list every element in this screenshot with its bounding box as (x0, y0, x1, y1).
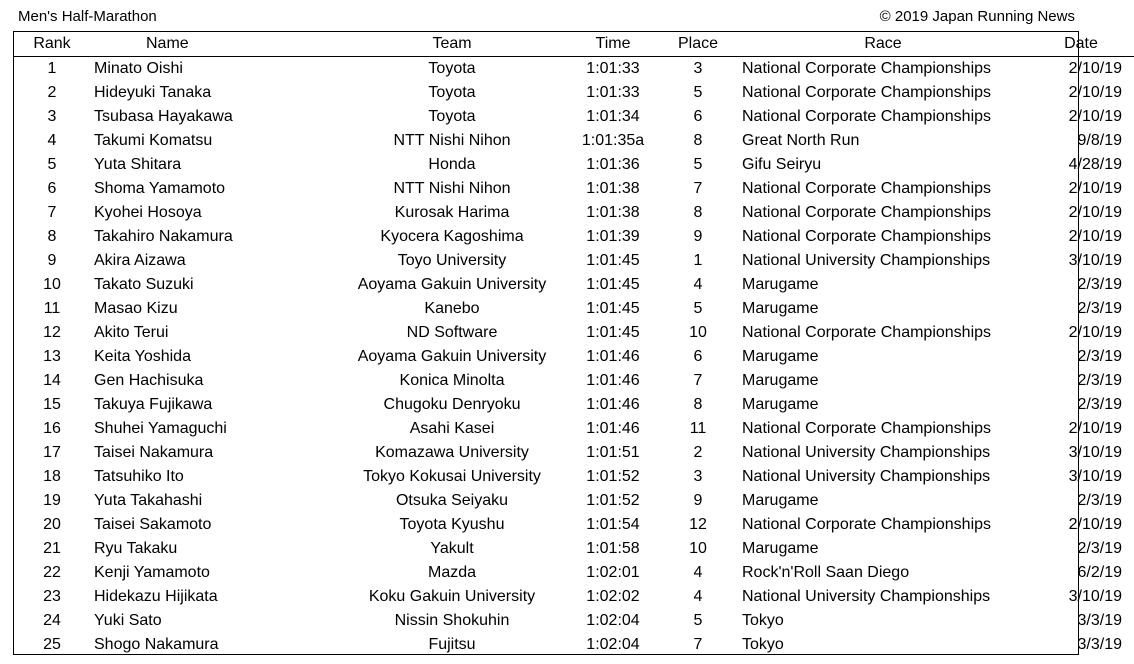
cell-team: NTT Nishi Nihon (393, 179, 511, 197)
cell-date: 2/10/19 (1068, 107, 1122, 125)
cell-time: 1:01:52 (586, 491, 640, 509)
cell-name: Hidekazu Hijikata (94, 587, 218, 605)
cell-name: Takuya Fujikawa (94, 395, 213, 413)
cell-race: Marugame (742, 539, 819, 557)
cell-race: Marugame (742, 275, 819, 293)
column-header-date: Date (1028, 32, 1134, 56)
table-row (14, 273, 1134, 297)
table-row (14, 345, 1134, 369)
cell-team: Mazda (427, 563, 477, 581)
cell-date: 2/3/19 (1077, 347, 1122, 365)
cell-time: 1:02:02 (586, 587, 640, 605)
cell-team: Otsuka Seiyaku (395, 491, 509, 509)
cell-place: 1 (693, 251, 703, 269)
cell-date: 2/10/19 (1068, 515, 1122, 533)
cell-name: Takato Suzuki (94, 275, 194, 293)
cell-race: National Corporate Championships (742, 419, 992, 437)
cell-team: Kyocera Kagoshima (380, 227, 524, 245)
cell-date: 6/2/19 (1077, 563, 1122, 581)
cell-place: 7 (693, 635, 703, 653)
cell-team: Komazawa University (375, 443, 529, 461)
cell-race: Great North Run (742, 131, 860, 149)
cell-place: 3 (693, 59, 703, 77)
cell-date: 3/3/19 (1077, 611, 1122, 629)
table-row (14, 561, 1134, 585)
cell-rank: 11 (43, 299, 61, 317)
cell-rank: 5 (47, 155, 57, 173)
cell-rank: 15 (43, 395, 61, 413)
cell-date: 2/10/19 (1068, 59, 1122, 77)
cell-time: 1:01:45 (586, 251, 640, 269)
cell-team: NTT Nishi Nihon (393, 131, 511, 149)
column-header-name: Name (90, 32, 336, 56)
cell-time: 1:01:46 (586, 371, 640, 389)
cell-rank: 20 (43, 515, 61, 533)
cell-team: Tokyo Kokusai University (363, 467, 541, 485)
table-header (14, 32, 1134, 56)
header-row (14, 32, 1134, 56)
cell-rank: 16 (43, 419, 61, 437)
cell-race: Rock'n'Roll Saan Diego (742, 563, 910, 581)
cell-team: Aoyama Gakuin University (357, 275, 547, 293)
table-row (14, 369, 1134, 393)
copyright-notice: © 2019 Japan Running News (879, 8, 1075, 25)
cell-time: 1:01:46 (586, 395, 640, 413)
cell-place: 5 (693, 299, 703, 317)
cell-rank: 9 (47, 251, 57, 269)
cell-date: 3/10/19 (1068, 467, 1122, 485)
cell-place: 8 (693, 131, 703, 149)
cell-team: Toyota (428, 83, 476, 101)
cell-race: Marugame (742, 299, 819, 317)
cell-time: 1:01:39 (586, 227, 640, 245)
cell-date: 2/10/19 (1068, 227, 1122, 245)
cell-time: 1:01:36 (586, 155, 640, 173)
cell-time: 1:01:45 (586, 275, 640, 293)
cell-time: 1:01:45 (586, 323, 640, 341)
cell-date: 2/10/19 (1068, 179, 1122, 197)
cell-name: Yuki Sato (94, 611, 162, 629)
table-row (14, 537, 1134, 561)
cell-team: Honda (428, 155, 476, 173)
cell-place: 9 (693, 227, 703, 245)
results-table (14, 32, 1134, 657)
column-header-race: Race (738, 32, 1028, 56)
cell-name: Hideyuki Tanaka (94, 83, 212, 101)
cell-time: 1:01:54 (586, 515, 640, 533)
cell-place: 6 (693, 347, 703, 365)
table-row (14, 105, 1134, 129)
cell-rank: 13 (43, 347, 61, 365)
cell-name: Kyohei Hosoya (94, 203, 202, 221)
cell-date: 3/10/19 (1068, 443, 1122, 461)
cell-team: Kanebo (424, 299, 480, 317)
cell-place: 4 (693, 275, 703, 293)
cell-rank: 25 (43, 635, 61, 653)
cell-time: 1:01:33 (586, 83, 640, 101)
cell-race: National Corporate Championships (742, 59, 992, 77)
cell-date: 2/10/19 (1068, 323, 1122, 341)
table-row (14, 513, 1134, 537)
cell-race: Tokyo (742, 635, 784, 653)
cell-team: Koku Gakuin University (368, 587, 536, 605)
cell-date: 4/28/19 (1068, 155, 1122, 173)
cell-race: National Corporate Championships (742, 83, 992, 101)
cell-date: 2/3/19 (1077, 371, 1122, 389)
cell-rank: 4 (47, 131, 57, 149)
cell-time: 1:01:52 (586, 467, 640, 485)
cell-date: 2/3/19 (1077, 491, 1122, 509)
table-row (14, 441, 1134, 465)
cell-place: 3 (693, 467, 703, 485)
cell-place: 5 (693, 155, 703, 173)
table-row (14, 489, 1134, 513)
cell-date: 2/10/19 (1068, 203, 1122, 221)
cell-rank: 23 (43, 587, 61, 605)
cell-team: Toyota Kyushu (399, 515, 505, 533)
cell-time: 1:01:51 (586, 443, 640, 461)
cell-race: National Corporate Championships (742, 515, 992, 533)
cell-team: Chugoku Denryoku (383, 395, 521, 413)
table-row (14, 321, 1134, 345)
cell-name: Takumi Komatsu (94, 131, 213, 149)
cell-time: 1:01:38 (586, 203, 640, 221)
cell-team: Toyota (428, 107, 476, 125)
cell-name: Masao Kizu (94, 299, 178, 317)
page-title: Men's Half-Marathon (18, 8, 157, 25)
cell-rank: 7 (47, 203, 57, 221)
cell-time: 1:02:01 (586, 563, 640, 581)
table-row (14, 609, 1134, 633)
cell-name: Tatsuhiko Ito (94, 467, 184, 485)
cell-name: Takahiro Nakamura (94, 227, 233, 245)
cell-name: Tsubasa Hayakawa (94, 107, 233, 125)
cell-rank: 19 (43, 491, 61, 509)
cell-name: Shuhei Yamaguchi (94, 419, 227, 437)
cell-time: 1:01:34 (586, 107, 640, 125)
column-header-rank: Rank (14, 32, 90, 56)
cell-name: Yuta Takahashi (94, 491, 203, 509)
cell-place: 12 (689, 515, 707, 533)
table-row (14, 225, 1134, 249)
cell-place: 7 (693, 371, 703, 389)
table-row (14, 393, 1134, 417)
cell-team: ND Software (406, 323, 498, 341)
table-row (14, 297, 1134, 321)
cell-place: 7 (693, 179, 703, 197)
cell-place: 10 (689, 539, 707, 557)
cell-rank: 3 (47, 107, 57, 125)
table-row (14, 249, 1134, 273)
cell-date: 9/8/19 (1077, 131, 1122, 149)
cell-race: National Corporate Championships (742, 323, 992, 341)
cell-place: 4 (693, 563, 703, 581)
cell-team: Konica Minolta (399, 371, 505, 389)
cell-time: 1:01:33 (586, 59, 640, 77)
cell-date: 3/3/19 (1077, 635, 1122, 653)
cell-place: 9 (693, 491, 703, 509)
cell-name: Taisei Sakamoto (94, 515, 212, 533)
cell-rank: 2 (47, 83, 57, 101)
cell-place: 11 (689, 419, 707, 437)
cell-date: 2/3/19 (1077, 299, 1122, 317)
cell-place: 10 (689, 323, 707, 341)
cell-team: Fujitsu (428, 635, 476, 653)
cell-name: Taisei Nakamura (94, 443, 214, 461)
cell-race: National University Championships (742, 251, 991, 269)
table-row (14, 201, 1134, 225)
cell-date: 3/10/19 (1068, 587, 1122, 605)
cell-place: 8 (693, 395, 703, 413)
cell-time: 1:02:04 (586, 635, 640, 653)
cell-team: Nissin Shokuhin (394, 611, 510, 629)
cell-place: 4 (693, 587, 703, 605)
cell-place: 5 (693, 611, 703, 629)
cell-team: Aoyama Gakuin University (357, 347, 547, 365)
table-row (14, 153, 1134, 177)
cell-rank: 21 (43, 539, 61, 557)
cell-race: National University Championships (742, 443, 991, 461)
cell-race: Marugame (742, 395, 819, 413)
cell-date: 2/10/19 (1068, 419, 1122, 437)
cell-date: 2/3/19 (1077, 539, 1122, 557)
table-row (14, 633, 1134, 657)
cell-time: 1:01:46 (586, 419, 640, 437)
cell-rank: 22 (43, 563, 61, 581)
table-row (14, 585, 1134, 609)
cell-team: Toyo University (397, 251, 507, 269)
table-row (14, 417, 1134, 441)
results-table-frame (13, 31, 1122, 655)
cell-name: Ryu Takaku (94, 539, 178, 557)
table-row (14, 177, 1134, 201)
column-header-place: Place (658, 32, 738, 56)
cell-race: National Corporate Championships (742, 203, 992, 221)
cell-rank: 17 (43, 443, 61, 461)
cell-time: 1:01:45 (586, 299, 640, 317)
cell-team: Kurosak Harima (394, 203, 510, 221)
cell-team: Yakult (430, 539, 474, 557)
cell-time: 1:01:58 (586, 539, 640, 557)
cell-name: Keita Yoshida (94, 347, 191, 365)
cell-time: 1:01:46 (586, 347, 640, 365)
cell-name: Shogo Nakamura (94, 635, 219, 653)
table-row (14, 81, 1134, 105)
cell-race: National University Championships (742, 587, 991, 605)
cell-rank: 18 (43, 467, 61, 485)
cell-name: Akito Terui (94, 323, 169, 341)
cell-race: Tokyo (742, 611, 784, 629)
cell-rank: 6 (47, 179, 57, 197)
cell-race: National Corporate Championships (742, 227, 992, 245)
cell-date: 3/10/19 (1068, 251, 1122, 269)
cell-rank: 24 (43, 611, 61, 629)
cell-name: Gen Hachisuka (94, 371, 204, 389)
cell-date: 2/10/19 (1068, 83, 1122, 101)
cell-name: Kenji Yamamoto (94, 563, 210, 581)
cell-rank: 1 (47, 59, 57, 77)
title-bar (0, 0, 1089, 30)
cell-time: 1:01:35a (581, 131, 645, 149)
table-row (14, 129, 1134, 153)
cell-race: Marugame (742, 347, 819, 365)
cell-team: Toyota (428, 59, 476, 77)
cell-date: 2/3/19 (1077, 275, 1122, 293)
cell-name: Akira Aizawa (94, 251, 186, 269)
table-row (14, 465, 1134, 489)
cell-place: 5 (693, 83, 703, 101)
cell-name: Minato Oishi (94, 59, 183, 77)
cell-race: Marugame (742, 371, 819, 389)
cell-time: 1:02:04 (586, 611, 640, 629)
cell-race: National Corporate Championships (742, 179, 992, 197)
cell-team: Asahi Kasei (409, 419, 495, 437)
cell-name: Yuta Shitara (94, 155, 182, 173)
cell-rank: 8 (47, 227, 57, 245)
cell-race: Marugame (742, 491, 819, 509)
column-header-team: Team (336, 32, 568, 56)
cell-rank: 12 (43, 323, 61, 341)
cell-race: National University Championships (742, 467, 991, 485)
cell-race: National Corporate Championships (742, 107, 992, 125)
cell-place: 8 (693, 203, 703, 221)
column-header-time: Time (568, 32, 658, 56)
cell-name: Shoma Yamamoto (94, 179, 226, 197)
cell-rank: 14 (43, 371, 61, 389)
cell-race: Gifu Seiryu (742, 155, 822, 173)
cell-place: 6 (693, 107, 703, 125)
cell-place: 2 (693, 443, 703, 461)
table-row (14, 56, 1134, 81)
cell-rank: 10 (43, 275, 61, 293)
cell-date: 2/3/19 (1077, 395, 1122, 413)
table-body (14, 56, 1134, 657)
cell-time: 1:01:38 (586, 179, 640, 197)
